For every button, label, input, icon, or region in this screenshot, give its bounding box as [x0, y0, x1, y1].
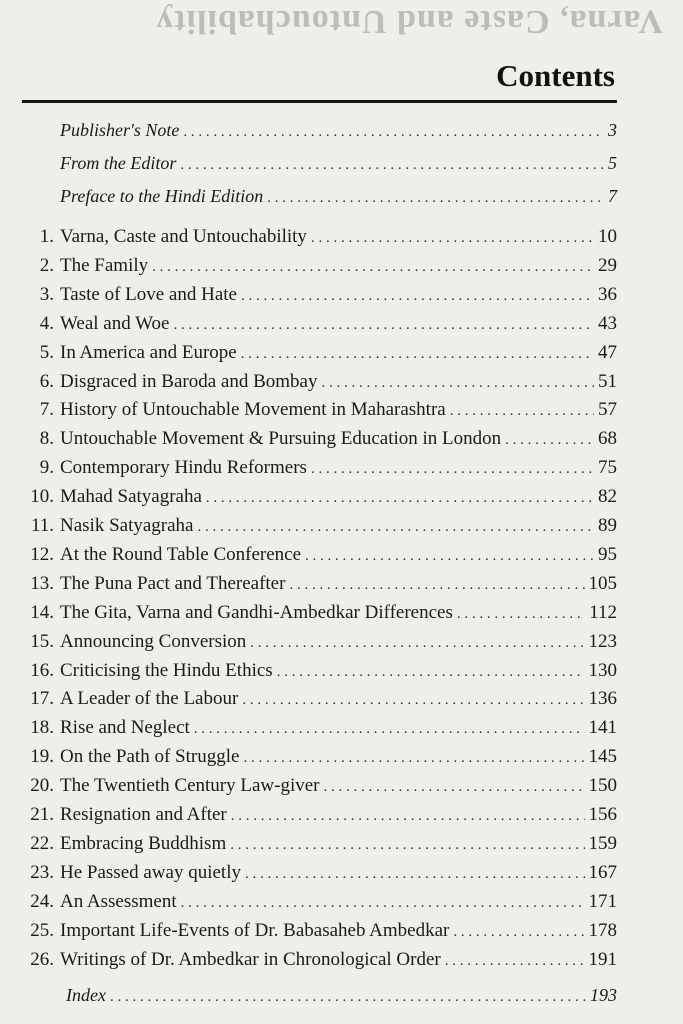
page-number: 10: [598, 226, 617, 247]
page-number: 191: [588, 948, 617, 970]
page-number: 105: [588, 572, 617, 594]
entry-title: The Puna Pact and Thereafter: [60, 572, 286, 594]
toc-front-entry: [60, 153, 617, 174]
page-number: 95: [598, 543, 617, 565]
entry-title: Criticising the Hindu Ethics: [60, 659, 273, 681]
chapter-number: 18.: [30, 717, 54, 739]
dot-leader: [194, 721, 585, 738]
toc-entry: [20, 226, 617, 248]
page-number: 150: [588, 775, 617, 797]
entry-title: Contemporary Hindu Reformers: [60, 457, 307, 479]
page-number: 51: [598, 370, 617, 392]
chapter-number: 5.: [39, 341, 54, 363]
dot-leader: [267, 190, 604, 207]
entry-title: Announcing Conversion: [60, 630, 247, 652]
entry-title: History of Untouchable Movement in Maharashtra: [60, 399, 446, 421]
page-number: 75: [598, 457, 617, 479]
dot-leader: [174, 317, 595, 334]
entry-title: A Leader of the Labour: [60, 688, 239, 710]
dot-leader: [231, 808, 585, 825]
dot-leader: [206, 490, 594, 507]
page-number: 89: [598, 515, 617, 536]
entry-title: Preface to the Hindi Edition: [60, 186, 264, 206]
dot-leader: [445, 953, 585, 970]
chapter-number: 17.: [30, 688, 54, 710]
dot-leader: [289, 577, 584, 594]
toc-entry: [20, 688, 617, 710]
entry-title: Weal and Woe: [60, 312, 170, 334]
entry-title: At the Round Table Conference: [60, 543, 302, 565]
dot-leader: [453, 924, 584, 941]
entry-title: An Assessment: [60, 890, 177, 912]
bleed-through-header: Varna, Caste and Untouchability: [155, 3, 663, 40]
page-number: 7: [608, 186, 617, 206]
entry-title: The Family: [60, 254, 149, 276]
toc-entry: [20, 371, 617, 393]
dot-leader: [321, 375, 594, 392]
dot-leader: [277, 664, 585, 681]
entry-title: Untouchable Movement & Pursuing Education in London: [60, 428, 502, 450]
page-number: 145: [588, 746, 617, 768]
chapter-number: 16.: [30, 659, 54, 681]
page-number: 171: [588, 890, 617, 912]
chapter-number: 22.: [30, 832, 54, 854]
chapter-number: 1.: [39, 226, 54, 247]
dot-leader: [450, 403, 594, 420]
chapter-number: 19.: [30, 746, 54, 768]
dot-leader: [311, 230, 594, 247]
dot-leader: [197, 519, 594, 536]
page-number: 193: [590, 985, 617, 1005]
dot-leader: [110, 989, 586, 1006]
dot-leader: [245, 866, 585, 883]
page-number: 159: [588, 832, 617, 854]
chapter-number: 9.: [39, 457, 54, 479]
chapter-number: 15.: [30, 630, 54, 652]
entry-title: Embracing Buddhism: [60, 832, 227, 854]
toc-entry: [20, 602, 617, 624]
title-rule: [22, 100, 617, 103]
page-number: 141: [588, 717, 617, 739]
dot-leader: [305, 548, 594, 565]
page-number: 136: [588, 688, 617, 710]
entry-title: The Gita, Varna and Gandhi-Ambedkar Differences: [60, 601, 453, 623]
dot-leader: [324, 779, 585, 796]
entry-title: Taste of Love and Hate: [60, 283, 237, 305]
toc-entry: [20, 486, 617, 508]
chapter-number: 26.: [30, 948, 54, 970]
dot-leader: [183, 124, 604, 141]
entry-title: Writings of Dr. Ambedkar in Chronological Order: [60, 948, 441, 970]
chapter-number: 13.: [30, 572, 54, 594]
dot-leader: [152, 259, 594, 276]
page-number: 5: [608, 153, 617, 173]
dot-leader: [180, 157, 604, 174]
entry-title: Index: [66, 985, 106, 1005]
chapter-number: 4.: [39, 312, 54, 334]
toc-entry: [20, 833, 617, 855]
chapter-number: 11.: [30, 515, 54, 536]
dot-leader: [181, 895, 585, 912]
toc-entry: [20, 515, 617, 537]
chapter-number: 24.: [30, 890, 54, 912]
toc-entry: [20, 920, 617, 942]
chapter-number: 25.: [30, 919, 54, 941]
chapter-number: 10.: [30, 486, 54, 508]
dot-leader: [241, 346, 594, 363]
entry-title: The Twentieth Century Law-giver: [60, 775, 320, 797]
dot-leader: [230, 837, 584, 854]
toc-entry: [20, 573, 617, 595]
page-number: 29: [598, 254, 617, 276]
page-number: 130: [588, 659, 617, 681]
entry-title: Publisher's Note: [60, 120, 180, 140]
toc-entry: [20, 255, 617, 277]
entry-title: Mahad Satyagraha: [60, 486, 202, 508]
toc-entry: [20, 862, 617, 884]
chapter-number: 7.: [39, 399, 54, 421]
toc-entry: [20, 284, 617, 306]
toc-entry: [20, 660, 617, 682]
page-number: 47: [598, 341, 617, 363]
chapter-number: 6.: [39, 370, 54, 392]
toc-entry: [20, 631, 617, 653]
page-number: 167: [588, 861, 617, 883]
entry-title: He Passed away quietly: [60, 861, 241, 883]
chapter-number: 14.: [30, 601, 54, 623]
toc-front-entry: [60, 120, 617, 141]
page-number: 112: [589, 601, 617, 623]
entry-title: Rise and Neglect: [60, 717, 190, 739]
page-number: 36: [598, 283, 617, 305]
chapter-number: 12.: [30, 543, 54, 565]
dot-leader: [457, 606, 585, 623]
page-number: 3: [608, 120, 617, 140]
entry-title: Resignation and After: [60, 804, 227, 825]
page-number: 43: [598, 312, 617, 334]
toc-entry: [20, 342, 617, 364]
chapter-number: 8.: [39, 428, 54, 450]
entry-title: Nasik Satyagraha: [60, 515, 194, 536]
toc-entry: [20, 399, 617, 421]
toc-entry: [20, 746, 617, 768]
entry-title: From the Editor: [60, 153, 177, 173]
toc-entry: [20, 428, 617, 450]
dot-leader: [250, 635, 584, 652]
toc-entry: [20, 457, 617, 479]
toc-entry: [20, 804, 617, 826]
chapter-number: 21.: [30, 804, 54, 825]
entry-title: Varna, Caste and Untouchability: [60, 226, 307, 247]
toc-entry: [20, 313, 617, 335]
page-number: 178: [588, 919, 617, 941]
entry-title: Important Life-Events of Dr. Babasaheb Ambedkar: [60, 919, 450, 941]
page-number: 156: [588, 804, 617, 825]
chapter-number: 3.: [39, 283, 54, 305]
page-number: 68: [598, 428, 617, 450]
dot-leader: [243, 750, 584, 767]
toc-entry: [20, 717, 617, 739]
entry-title: Disgraced in Baroda and Bombay: [60, 370, 318, 392]
toc-front-entry: [60, 186, 617, 207]
dot-leader: [241, 288, 594, 305]
toc-entry: [20, 891, 617, 913]
dot-leader: [505, 432, 594, 449]
page-title: Contents: [496, 58, 615, 93]
page-number: 57: [598, 399, 617, 421]
toc-entry: [20, 775, 617, 797]
toc-entry: [20, 949, 617, 971]
page-number: 82: [598, 486, 617, 508]
dot-leader: [311, 461, 594, 478]
chapter-number: 2.: [39, 254, 54, 276]
chapter-number: 20.: [30, 775, 54, 797]
chapter-number: 23.: [30, 861, 54, 883]
page-number: 123: [588, 630, 617, 652]
entry-title: On the Path of Struggle: [60, 746, 240, 768]
dot-leader: [242, 692, 584, 709]
entry-title: In America and Europe: [60, 341, 237, 363]
toc-front-entry: [66, 985, 617, 1006]
toc-entry: [20, 544, 617, 566]
